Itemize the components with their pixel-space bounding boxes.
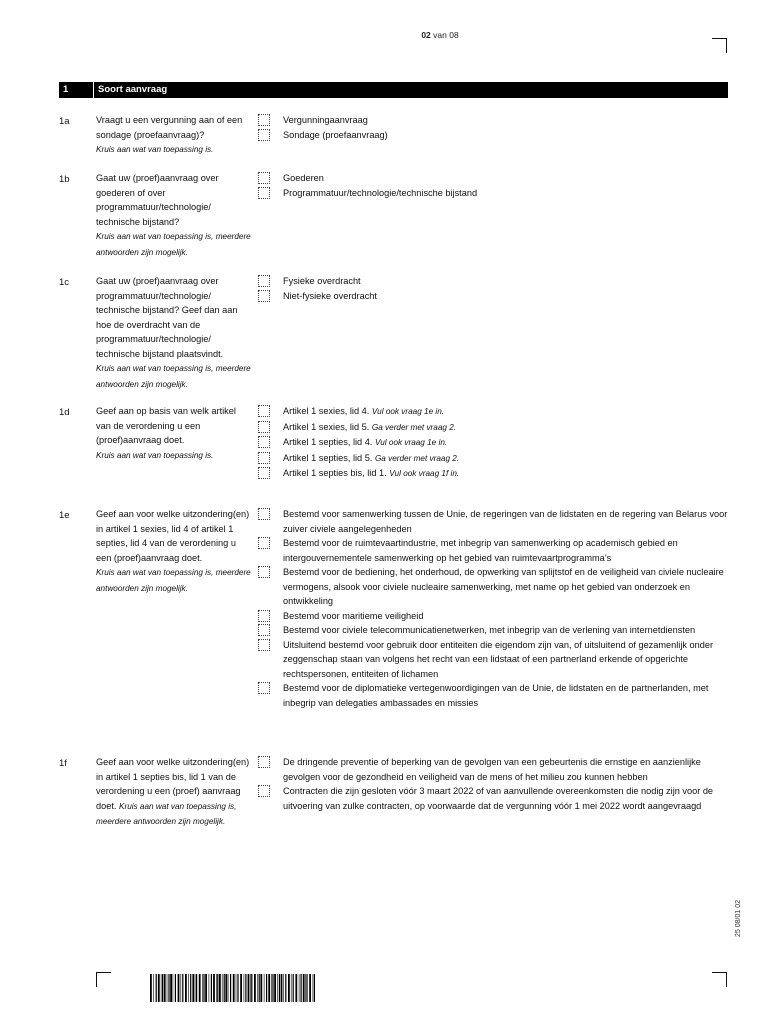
section-title: Soort aanvraag (98, 84, 168, 95)
question-text (96, 113, 252, 158)
option-list (258, 507, 728, 710)
barcode (150, 974, 315, 1002)
checkbox[interactable] (258, 187, 270, 199)
question-instruction: Kruis aan wat van toepassing is, meerdere antwoorden zijn mogelijk. (96, 801, 237, 826)
option-item[interactable] (258, 638, 728, 682)
question-number: 1b (59, 174, 70, 185)
checkbox[interactable] (258, 172, 270, 184)
page-number (0, 30, 770, 40)
question-body: Geef aan op basis van welk artikel van de verordening u een (proef)aanvraag doet. (96, 406, 236, 445)
option-label: Bestemd voor civiele telecommunicatienetwerken, met inbegrip van de verlening van internetdiensten (283, 625, 696, 635)
option-label: Fysieke overdracht (283, 276, 361, 286)
option-item[interactable] (258, 404, 728, 420)
option-label: Artikel 1 septies, lid 4. (283, 437, 373, 447)
option-note: Vul ook vraag 1e in. (371, 407, 445, 416)
question-body: Geef aan voor welke uitzondering(en) in artikel 1 sexies, lid 4 of artikel 1 septies, lid 4 van de verordening u een (proef)aanvraag doet. (96, 509, 250, 563)
checkbox[interactable] (258, 566, 270, 578)
checkbox[interactable] (258, 467, 270, 479)
option-item[interactable] (258, 171, 728, 186)
checkbox[interactable] (258, 682, 270, 694)
question-body: Gaat uw (proef)aanvraag over goederen of over programmatuur/technologie/ technische bijstand? (96, 173, 219, 227)
question-instruction: Kruis aan wat van toepassing is. (96, 450, 214, 460)
question-text (96, 171, 252, 260)
checkbox[interactable] (258, 405, 270, 417)
checkbox[interactable] (258, 290, 270, 302)
option-list (258, 404, 728, 482)
option-item[interactable] (258, 128, 728, 143)
option-label: Bestemd voor de bediening, het onderhoud, de opwerking van splijtstof en de veiligheid van civiele nucleaire vermogens, alsook voor civiele nucleaire samenwerking, met name op het gebied van onderzoek en ontwikkeling (283, 567, 724, 606)
option-label: Bestemd voor samenwerking tussen de Unie, de regeringen van de lidstaten en de regering van Belarus voor zuiver civiele aangelegenheden (283, 509, 728, 534)
checkbox[interactable] (258, 537, 270, 549)
checkbox[interactable] (258, 421, 270, 433)
question-text (96, 274, 252, 392)
checkbox[interactable] (258, 624, 270, 636)
checkbox[interactable] (258, 275, 270, 287)
option-item[interactable] (258, 435, 728, 451)
option-label: Bestemd voor de diplomatieke vertegenwoordigingen van de Unie, de lidstaten en de partnerlanden, met inbegrip van delegaties ambassades en missies (283, 683, 709, 708)
option-item[interactable] (258, 681, 728, 710)
checkbox[interactable] (258, 639, 270, 651)
section-header (59, 82, 728, 98)
option-list (258, 274, 728, 303)
option-label: Artikel 1 sexies, lid 5. (283, 421, 370, 432)
question-body: Geef aan voor welke uitzondering(en) in artikel 1 septies bis, lid 1 van de verordening u een (proef) aanvraag doet. (96, 757, 250, 811)
checkbox[interactable] (258, 114, 270, 126)
option-item[interactable] (258, 186, 728, 201)
crop-mark-bottom-right (712, 972, 727, 987)
option-note: Vul ook vraag 1f in. (389, 469, 460, 478)
page-number-current: 02 (421, 30, 431, 40)
option-label: Programmatuur/technologie/technische bijstand (283, 187, 478, 198)
question-text (96, 755, 252, 830)
question-instruction: Kruis aan wat van toepassing is, meerdere antwoorden zijn mogelijk. (96, 364, 251, 389)
option-item[interactable] (258, 784, 728, 813)
option-label: Artikel 1 sexies, lid 4. (283, 406, 370, 416)
option-item[interactable] (258, 274, 728, 289)
option-item[interactable] (258, 565, 728, 609)
checkbox[interactable] (258, 436, 270, 448)
option-item[interactable] (258, 420, 728, 436)
option-item[interactable] (258, 466, 728, 482)
question-number: 1d (59, 407, 70, 418)
option-item[interactable] (258, 609, 728, 624)
option-item[interactable] (258, 289, 728, 304)
section-divider (93, 82, 94, 98)
section-number: 1 (63, 84, 69, 95)
option-item[interactable] (258, 507, 728, 536)
option-item[interactable] (258, 113, 728, 128)
option-label: Artikel 1 septies bis, lid 1. (283, 468, 387, 478)
option-label: Sondage (proefaanvraag) (283, 129, 388, 140)
crop-mark-top-right (712, 38, 727, 53)
question-number: 1c (59, 277, 70, 288)
checkbox[interactable] (258, 129, 270, 141)
question-number: 1a (59, 116, 70, 127)
option-label: Uitsluitend bestemd voor gebruik door entiteiten die eigendom zijn van, of uitsluitend of gezamenlijk onder zeggenschap staan van volgens het recht van een lidstaat of een partnerland erkende of opgerichte rechtspersonen, entiteiten of lichamen (283, 639, 714, 679)
option-item[interactable] (258, 536, 728, 565)
checkbox[interactable] (258, 756, 270, 768)
page-number-total: van 08 (433, 30, 459, 40)
question-instruction: Kruis aan wat van toepassing is, meerdere antwoorden zijn mogelijk. (96, 568, 251, 593)
option-list (258, 171, 728, 200)
option-list (258, 113, 728, 142)
option-item[interactable] (258, 451, 728, 467)
question-instruction: Kruis aan wat van toepassing is, meerdere antwoorden zijn mogelijk. (96, 232, 251, 257)
option-label: Niet-fysieke overdracht (283, 290, 377, 301)
question-body: Gaat uw (proef)aanvraag over programmatuur/technologie/ technische bijstand? Geef dan aan hoe de overdracht van de programmatuur/technologie/ technische bijstand plaatsvindt. (96, 276, 238, 359)
question-number: 1f (59, 758, 67, 769)
option-label: Goederen (283, 173, 324, 183)
crop-mark-bottom-left (96, 972, 111, 987)
option-label: Vergunningaanvraag (283, 115, 368, 125)
checkbox[interactable] (258, 508, 270, 520)
option-label: Artikel 1 septies, lid 5. (283, 452, 373, 463)
question-body: Vraagt u een vergunning aan of een sondage (proefaanvraag)? (96, 115, 243, 140)
option-label: Bestemd voor maritieme veiligheid (283, 610, 424, 621)
option-item[interactable] (258, 623, 728, 638)
option-label: Bestemd voor de ruimtevaartindustrie, met inbegrip van samenwerking op academisch gebied en intergouvernementele samenwerking op het gebied van ruimtevaartprogramma’s (283, 538, 678, 563)
option-list (258, 755, 728, 813)
option-label: Contracten die zijn gesloten vóór 3 maart 2022 of van aanvullende overeenkomsten die nodig zijn voor de uitvoering van zulke contracten, op voorwaarde dat de vergunning vóór 1 mei 2022 wordt aangevraagd (283, 786, 714, 811)
checkbox[interactable] (258, 785, 270, 797)
question-text (96, 404, 252, 463)
checkbox[interactable] (258, 610, 270, 622)
option-item[interactable] (258, 755, 728, 784)
question-number: 1e (59, 510, 70, 521)
option-note: Ga verder met vraag 2. (371, 422, 457, 432)
question-text (96, 507, 252, 596)
checkbox[interactable] (258, 452, 270, 464)
option-label: De dringende preventie of beperking van de gevolgen van een gebeurtenis die ernstige en aanzienlijke gevolgen voor de gezondheid en veiligheid van de mens of het milieu zou kunnen hebben (283, 757, 701, 782)
form-code: 25 08/01 02 (735, 900, 742, 937)
option-note: Vul ook vraag 1e in. (374, 438, 448, 447)
question-instruction: Kruis aan wat van toepassing is. (96, 145, 214, 154)
option-note: Ga verder met vraag 2. (374, 453, 460, 463)
